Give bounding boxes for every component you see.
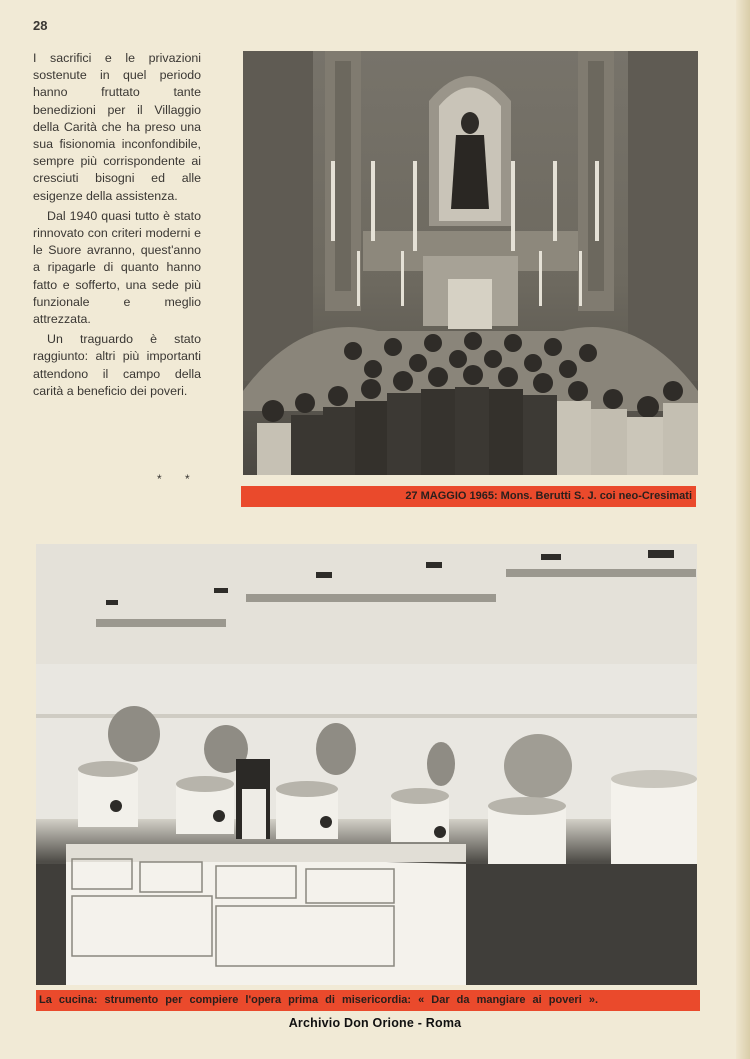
page-number: 28 — [33, 18, 48, 33]
section-break: * * — [157, 472, 200, 486]
article-paragraph: I sacrifici e le privazioni sostenute in quel periodo hanno fruttato tante benedizioni per il Villaggio della Carità che ha preso una sua fisionomia inconfondibile, sempre più corrispondente ai cresciuti bisogni ed alle esigenze della assistenza. — [33, 51, 201, 203]
archive-label: Archivio Don Orione - Roma — [288, 1016, 462, 1030]
kitchen-caption: La cucina: strumento per compiere l'opera prima di misericordia: « Dar da mangiare ai poveri ». — [36, 990, 700, 1011]
article-text — [33, 50, 201, 403]
chapel-caption: 27 MAGGIO 1965: Mons. Berutti S. J. coi neo-Cresimati — [241, 486, 696, 507]
kitchen-photo-illustration — [36, 544, 697, 985]
chapel-photo — [243, 51, 698, 475]
kitchen-photo — [36, 544, 697, 985]
chapel-photo-illustration — [243, 51, 698, 475]
article-paragraph: Un traguardo è stato raggiunto: altri più importanti attendono il campo della carità a beneficio dei poveri. — [33, 332, 201, 398]
article-paragraph: Dal 1940 quasi tutto è stato rinnovato con criteri moderni e le Suore avranno, quest'anno a ripagarle di quanto hanno fatto e sofferto, una sede più funzionale e meglio attrezzata. — [33, 208, 201, 327]
page-edge — [736, 0, 750, 1059]
